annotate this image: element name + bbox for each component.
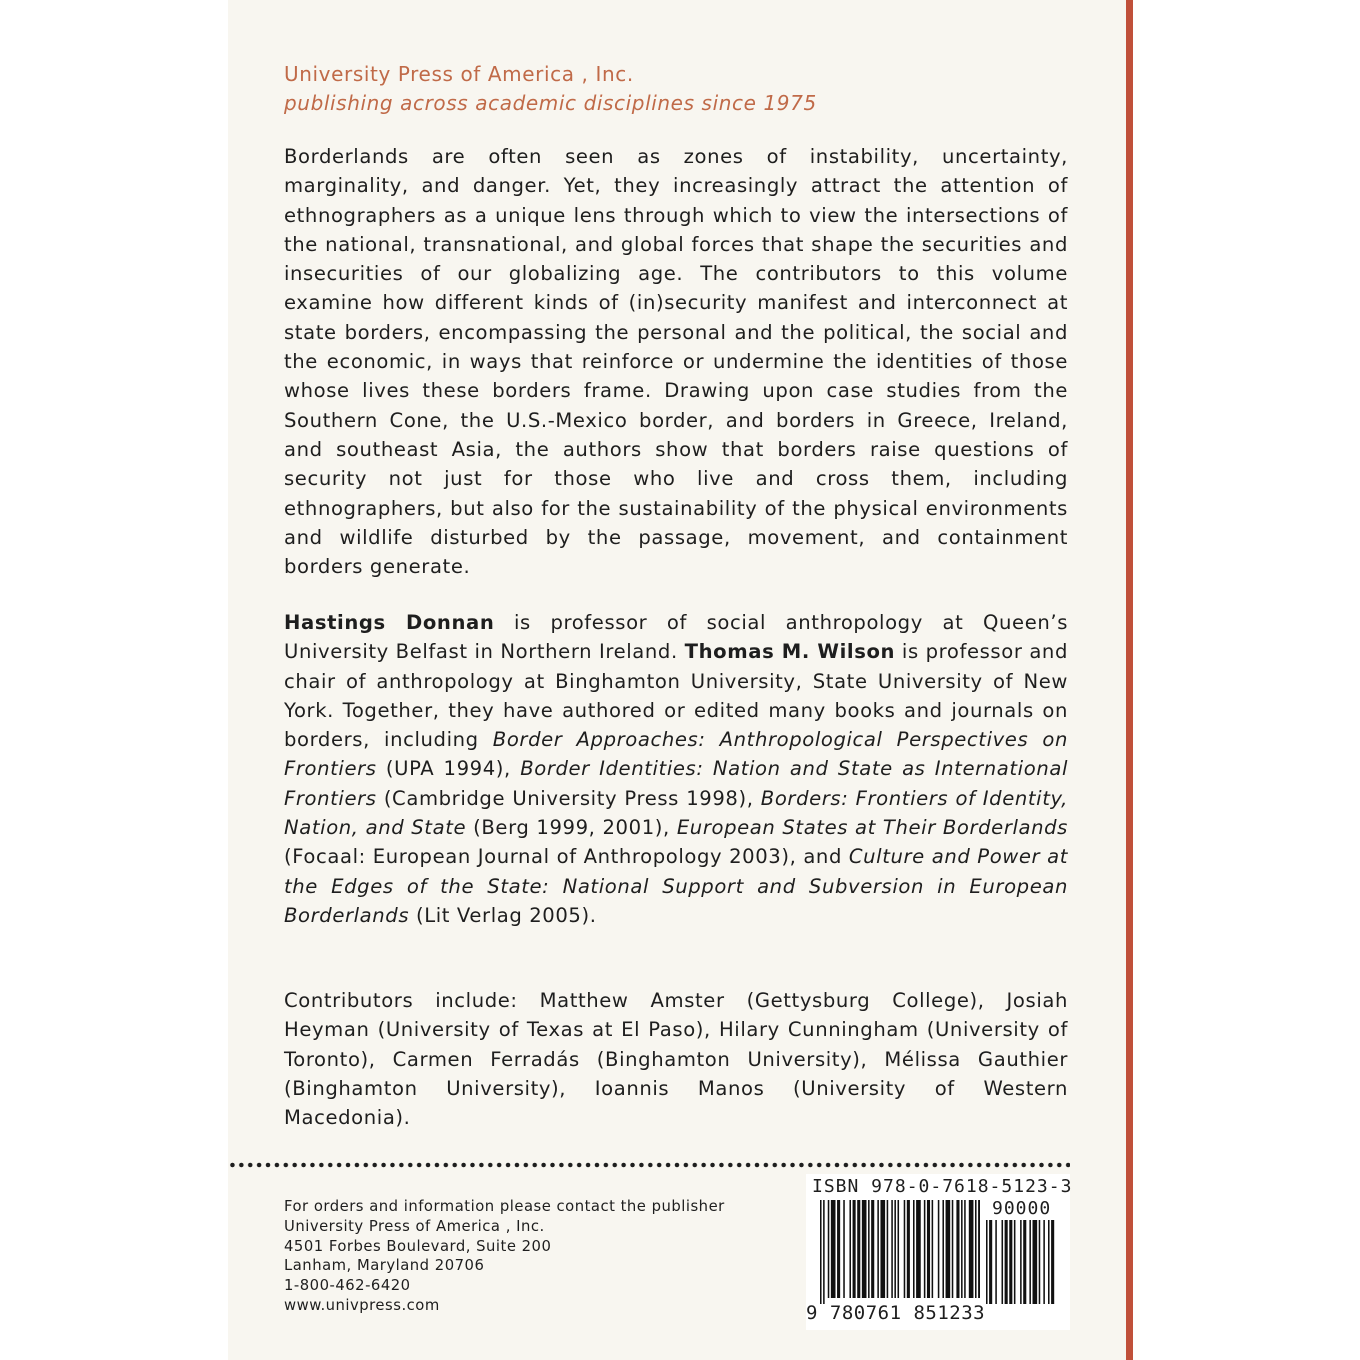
author-bio-text: is professor of social anthropology at Queen’s University Belfast in Northern Ireland. <box>284 611 1069 664</box>
book-title: European States at Their Borderlands <box>676 816 1068 840</box>
contact-website: www.univpress.com <box>284 1296 440 1314</box>
book-description: Borderlands are often seen as zones of instability, uncertainty, marginality, and danger. Yet, they increasingly attract the attention of ethnographers as a unique lens through which to view the intersections of the national, transnational, and global forces that shape the securities and insecurities of our globalizing age. The contributors to this volume examine how different kinds of (in)security manifest and interconnect at state borders, encompassing the personal and the political, the social and the economic, in ways that reinforce or undermine the identities of those whose lives these borders frame. Drawing upon case studies from the Southern Cone, the U.S.-Mexico border, and borders in Greece, Ireland, and southeast Asia, the authors show that borders raise questions of security not just for those who live and cross them, including ethnographers, but also for the sustainability of the physical environments and wildlife disturbed by the passage, movement, and containment borders generate. <box>284 145 1068 579</box>
spine-edge-stripe <box>1126 0 1133 1360</box>
author-name-donnan: Hastings Donnan <box>284 611 495 634</box>
book-title: Borders: Frontiers of Identity, Nation, and State <box>284 786 1068 840</box>
isbn-barcode <box>806 1174 1073 1330</box>
author-name-wilson: Thomas M. Wilson <box>684 640 896 664</box>
price-code: 90000 <box>992 1198 1052 1219</box>
barcode-bars <box>820 1200 980 1304</box>
publisher-header <box>284 60 1074 118</box>
publisher-tagline: publishing across academic disciplines since 1975 <box>284 91 817 115</box>
book-publisher: (Cambridge University Press 1998), <box>376 786 761 810</box>
book-publisher: (Focaal: European Journal of Anthropology 2003), and <box>284 845 849 869</box>
isbn-label: ISBN 978-0-7618-5123-3 <box>812 1176 1073 1197</box>
author-bio <box>284 608 1068 930</box>
book-title: Border Approaches: Anthropological Perspectives on Frontiers <box>284 728 1068 781</box>
contact-block <box>284 1197 774 1316</box>
contact-street: 4501 Forbes Boulevard, Suite 200 <box>284 1237 552 1255</box>
book-publisher: (Berg 1999, 2001), <box>466 816 677 840</box>
barcode-digits: 9 780761 851233 <box>806 1302 986 1324</box>
addon-barcode-bars <box>986 1220 1064 1304</box>
contact-city: Lanham, Maryland 20706 <box>284 1257 485 1275</box>
book-publisher: (UPA 1994), <box>376 757 521 781</box>
contact-phone: 1-800-462-6420 <box>284 1277 411 1295</box>
book-publisher: (Lit Verlag 2005). <box>409 903 597 927</box>
publisher-name: University Press of America , Inc. <box>284 62 634 86</box>
dotted-divider <box>228 1161 1070 1169</box>
author-bio-text: is professor and chair of anthropology at Binghamton University, State University of New York. Together, they have authored or edited many books and journals on borders, including <box>284 640 1068 752</box>
contributors-list: Contributors include: Matthew Amster (Gettysburg College), Josiah Heyman (University of Texas at El Paso), Hilary Cunningham (University of Toronto), Carmen Ferradás (Binghamton University), Mélissa Gauthier (Binghamton University), Ioannis Manos (University of Western Macedonia). <box>284 989 1068 1130</box>
contact-publisher: University Press of America , Inc. <box>284 1217 545 1235</box>
book-title: Border Identities: Nation and State as International Frontiers <box>284 757 1068 810</box>
book-title: Culture and Power at the Edges of the State: National Support and Subversion in European Borderlands <box>284 845 1068 927</box>
contact-intro: For orders and information please contact the publisher <box>284 1198 725 1215</box>
